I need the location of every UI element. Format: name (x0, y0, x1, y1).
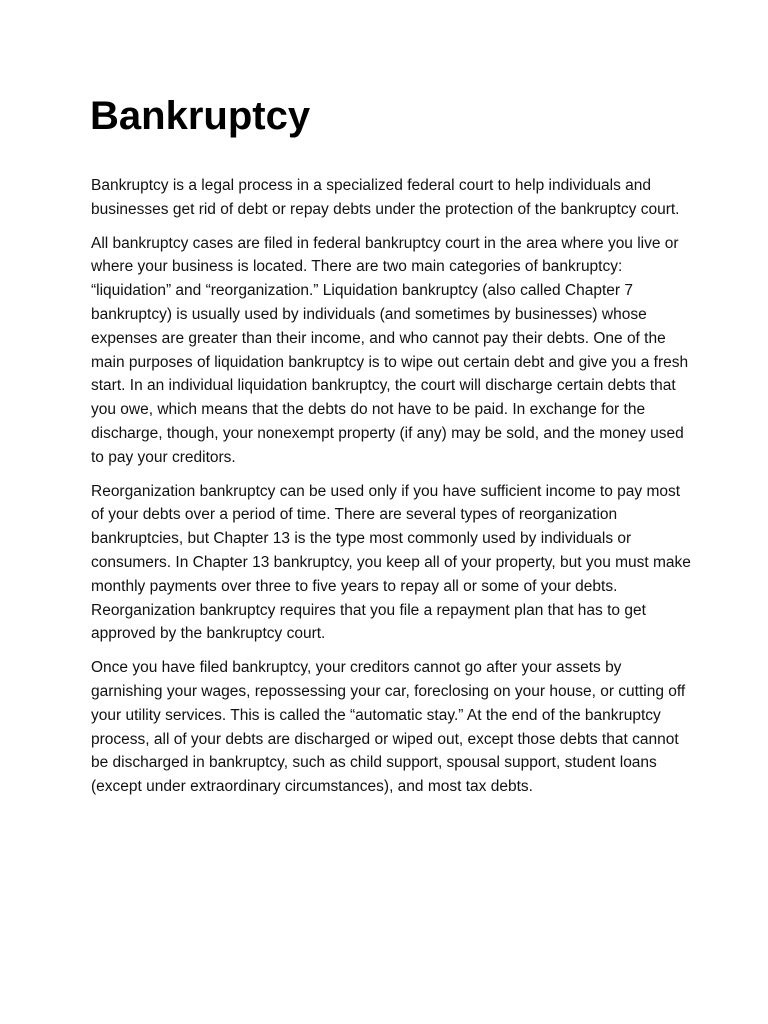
document-body (91, 174, 691, 809)
paragraph-automatic-stay: Once you have filed bankruptcy, your creditors cannot go after your assets by garnishing your wages, repossessing your car, foreclosing on your house, or cutting off your utility services. This is called the “automatic stay.” At the end of the bankruptcy process, all of your debts are discharged or wiped out, except those debts that cannot be discharged in bankruptcy, such as child support, spousal support, student loans (except under extraordinary circumstances), and most tax debts. (91, 659, 686, 796)
document-title: Bankruptcy (90, 94, 311, 138)
paragraph-liquidation: All bankruptcy cases are filed in federal bankruptcy court in the area where you live or where your business is located. There are two main categories of bankruptcy: “liquidation” and “reorganization.” Liquidation bankruptcy (also called Chapter 7 bankruptcy) is usually used by individuals (and sometimes by businesses) whose expenses are greater than their income, and who cannot pay their debts. One of the main purposes of liquidation bankruptcy is to wipe out certain debt and give you a fresh start. In an individual liquidation bankruptcy, the court will discharge certain debts that you owe, which means that the debts do not have to be paid. In exchange for the discharge, though, your nonexempt property (if any) may be sold, and the money used to pay your creditors. (91, 234, 689, 466)
paragraph-definition: Bankruptcy is a legal process in a specialized federal court to help individuals and businesses get rid of debt or repay debts under the protection of the bankruptcy court. (91, 177, 680, 218)
paragraph-reorganization: Reorganization bankruptcy can be used only if you have sufficient income to pay most of your debts over a period of time. There are several types of reorganization bankruptcies, but Chapter 13 is the type most commonly used by individuals or consumers. In Chapter 13 bankruptcy, you keep all of your property, but you must make monthly payments over three to five years to repay all or some of your debts. Reorganization bankruptcy requires that you file a repayment plan that has to get approved by the bankruptcy court. (91, 482, 691, 643)
